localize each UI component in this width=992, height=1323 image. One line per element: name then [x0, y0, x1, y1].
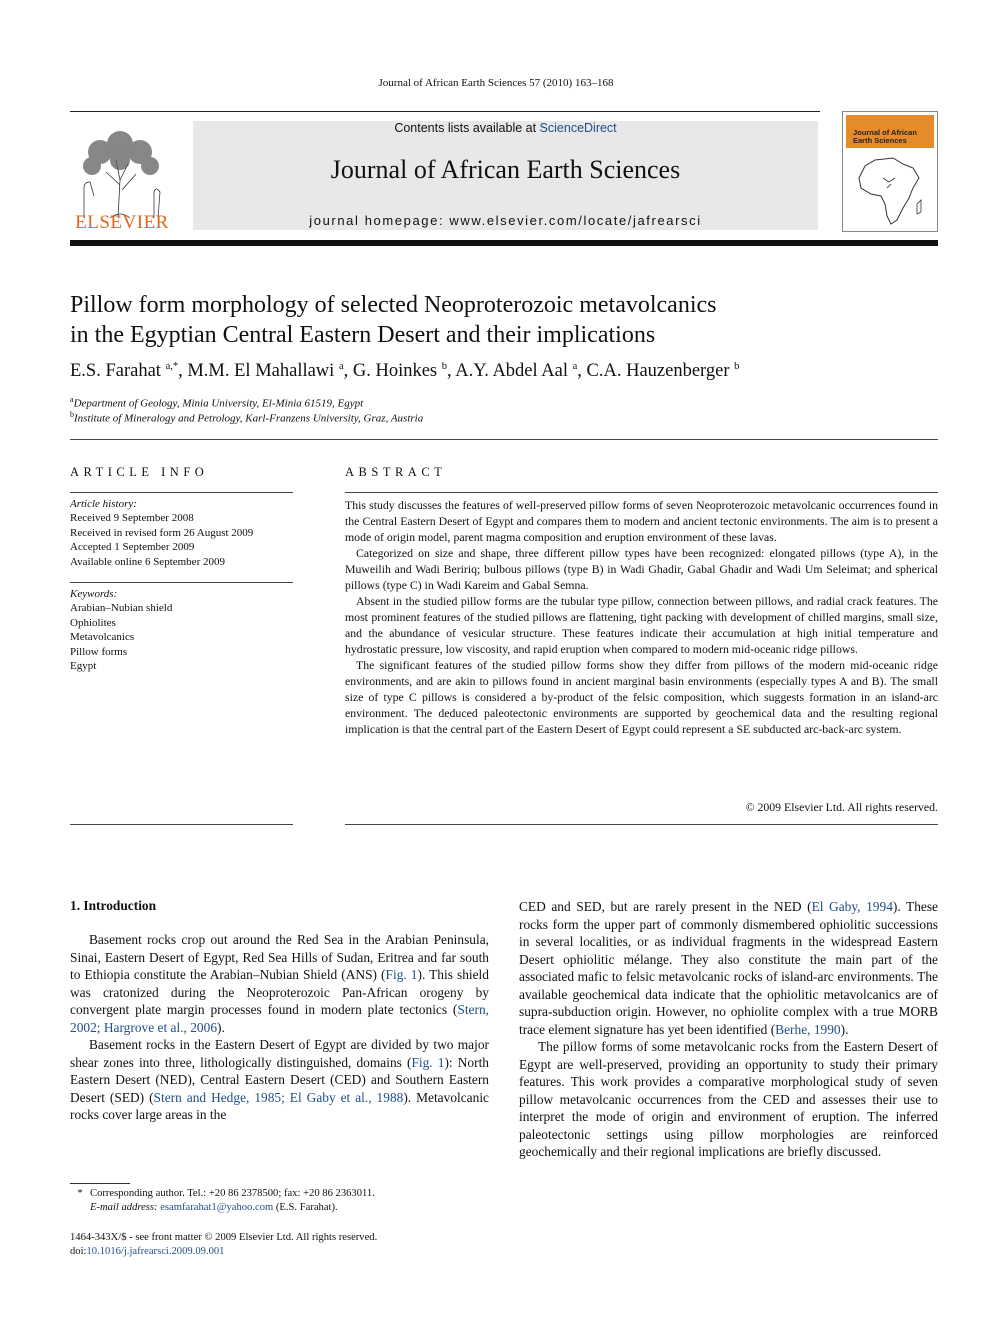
email-suffix: (E.S. Farahat).	[273, 1202, 338, 1213]
keyword-item: Egypt	[70, 660, 97, 673]
article-history	[70, 497, 293, 569]
affiliation-mark: b	[70, 410, 74, 419]
affiliation-a	[70, 395, 363, 410]
keyword-item: Pillow forms	[70, 645, 128, 658]
author[interactable]	[353, 361, 447, 381]
intro-paragraph-3: The pillow forms of some metavolcanic rocks from the Eastern Desert of Egypt are well-preserved, providing an opportunity to study their primary features. This work provides a comparative morphological study of seven pillow metavolcanic occurrences from the CED and assesses their use to interpret the mode of origin and environment of eruption. The inferred paleotectonic settings using pillow morphologies are reinforced geochemically and their regional implications are briefly discussed.	[519, 1039, 938, 1159]
intro-paragraph-2	[70, 1036, 489, 1124]
journal-name: Journal of African Earth Sciences	[330, 155, 681, 184]
keyword-item: Ophiolites	[70, 616, 116, 629]
text-run: ).	[217, 1019, 225, 1035]
text-run: ). This shield was cratonized during the Neoproterozoic Pan-African orogeny by convergent plate margin processes found in modern plate tectonics (	[70, 967, 489, 1017]
figure-link[interactable]: Fig. 1	[411, 1054, 445, 1070]
section-heading-introduction: 1. Introduction	[70, 898, 157, 913]
text-run: ). These rocks form the upper part of commonly dismembered ophiolitic successions in several localities, or as individual fragments in the widespread Eastern Desert ophiolitic mélange. They also constitute the main part of the associated mafic to felsic metavolcanic rocks of island-arc environments. The available geochemical data indicate that the ophiolitic metavolcanics are of supra-subduction origin. However, no ophiolite complex with a true MORB trace element signature has yet been identified (	[519, 899, 938, 1037]
issn-doi	[70, 1231, 377, 1259]
cover-title-line1: Journal of African	[853, 128, 917, 137]
issn-line: 1464-343X/$ - see front matter © 2009 Elsevier Ltd. All rights reserved.	[70, 1232, 378, 1243]
africa-map-icon	[853, 154, 927, 228]
keywords-label: Keywords:	[70, 588, 118, 600]
author-affil-mark: a	[572, 361, 578, 372]
corresponding-author-note	[70, 1187, 375, 1215]
abstract-heading: ABSTRACT	[345, 465, 447, 479]
author-sep: ,	[178, 361, 188, 382]
journal-cover-thumbnail	[842, 111, 938, 232]
author-affil-mark: b	[734, 361, 740, 372]
author-name: C.A. Hauzenberger	[586, 361, 730, 382]
author-name: M.M. El Mahallawi	[187, 361, 335, 382]
author-affil-mark: a	[338, 361, 344, 372]
affiliation-text: Institute of Mineralogy and Petrology, Karl-Franzens University, Graz, Austria	[74, 412, 424, 425]
article-title	[70, 290, 870, 350]
email-label: E-mail address:	[90, 1202, 158, 1213]
keyword-item: Metavolcanics	[70, 631, 135, 644]
citation-link[interactable]: Berhe, 1990	[775, 1021, 841, 1037]
author-name: E.S. Farahat	[70, 361, 161, 382]
footnote-rule	[70, 1183, 130, 1184]
cover-title	[853, 129, 917, 145]
author-list	[70, 361, 739, 382]
citation-link[interactable]: El Gaby, 1994	[811, 899, 893, 914]
history-revised: Received in revised form 26 August 2009	[70, 526, 254, 539]
keyword-item: Arabian–Nubian shield	[70, 602, 173, 615]
keywords	[70, 587, 293, 673]
article-title-line1: Pillow form morphology of selected Neoproterozoic metavolcanics	[70, 292, 717, 318]
text-run: Basement rocks crop out around the Red Sea in the Arabian Peninsula, Sinai, Eastern Desert of Egypt, Red Sea Hills of Sudan, Eritrea and far south to Ethiopia constitute the Arabian–Nubian Shield (ANS) (	[70, 932, 489, 982]
intro-paragraph-1	[70, 931, 489, 1036]
text-run: Basement rocks in the Eastern Desert of Egypt are divided by two major shear zones into three, lithologically distinguished, domains (	[70, 1037, 489, 1070]
copyright-notice: © 2009 Elsevier Ltd. All rights reserved.	[745, 800, 938, 814]
text-run: CED and SED, but are rarely present in the NED (	[519, 899, 812, 914]
journal-citation: Journal of African Earth Sciences 57 (2010) 163–168	[378, 77, 614, 89]
abstract-paragraph: Absent in the studied pillow forms are the tubular type pillow, connection between pillows, and radial crack features. The most prominent features of the studied pillows are flattening, tight packing with development of chilled margins, small size, and the abundance of vesicular structure. These features indicate their accumulation at high initial temperature and hydrostatic pressure, low viscosity, and rapid eruption when compared to modern mid-oceanic ridge pillows.	[345, 594, 938, 656]
author-name: A.Y. Abdel Aal	[455, 361, 568, 382]
figure-link[interactable]: Fig. 1	[385, 967, 418, 982]
body-column-left	[70, 931, 489, 1124]
history-label: Article history:	[70, 498, 137, 510]
sciencedirect-link[interactable]: ScienceDirect	[539, 121, 617, 135]
abstract-body	[345, 497, 938, 737]
affiliation-text: Department of Geology, Minia University, El-Minia 61519, Egypt	[73, 397, 364, 410]
abstract-rule	[345, 492, 938, 493]
keywords-rule	[70, 582, 293, 583]
article-info-bottom-rule	[70, 824, 293, 825]
text-run: ).	[840, 1021, 849, 1037]
intro-paragraph-2-cont	[519, 898, 938, 1038]
author-sep: ,	[447, 361, 456, 382]
journal-homepage[interactable]: journal homepage: www.elsevier.com/locate/jafrearsci	[309, 213, 702, 228]
asterisk-mark: *	[77, 1188, 83, 1199]
abstract-bottom-rule	[345, 824, 938, 825]
header-thick-rule	[70, 240, 938, 246]
affiliation-mark: a	[70, 395, 74, 404]
contents-line	[193, 121, 818, 135]
email-link[interactable]: esamfarahat1@yahoo.com	[160, 1202, 274, 1213]
affiliation-rule	[70, 439, 938, 440]
history-received: Received 9 September 2008	[70, 512, 194, 525]
author[interactable]	[187, 361, 343, 381]
elsevier-wordmark: ELSEVIER	[75, 212, 169, 233]
author[interactable]	[587, 361, 740, 381]
article-info-rule	[70, 492, 293, 493]
author-sep: ,	[577, 361, 587, 382]
abstract-paragraph: Categorized on size and shape, three different pillow types have been recognized: elongated pillows (type A), in the Muweilih and Wadi Beririq; bulbous pillows (type B) in Wadi Ghadir, Gabal Ghadir and Wadi Um Seleimat; and spherical pillows (type C) in Wadi Kareim and Gabal Semna.	[345, 546, 938, 592]
header-rule	[70, 111, 820, 112]
author-affil-mark: a,*	[165, 361, 179, 372]
article-info-heading: ARTICLE INFO	[70, 465, 209, 479]
citation-link[interactable]: Stern, 2002; Hargrove et al., 2006	[70, 1002, 489, 1035]
abstract-paragraph: This study discusses the features of well-preserved pillow forms of seven Neoproterozoic metavolcanic occurrences found in the Central Eastern Desert of Egypt and compares them to modern and ancient tectonic environments. The aim is to present a mode of origin model, parent magma composition and eruption environment of these lavas.	[345, 498, 938, 544]
doi-label: doi:	[70, 1246, 87, 1257]
author-name: G. Hoinkes	[352, 361, 438, 382]
author-affil-mark: b	[441, 361, 448, 372]
affiliation-b	[70, 410, 423, 425]
corresponding-text: Corresponding author. Tel.: +20 86 2378500; fax: +20 86 2363011.	[90, 1188, 375, 1199]
contents-prefix: Contents lists available at	[394, 121, 540, 135]
body-column-right	[519, 898, 938, 1161]
doi-link[interactable]: 10.1016/j.jafrearsci.2009.09.001	[86, 1246, 225, 1257]
history-online: Available online 6 September 2009	[70, 555, 225, 568]
author[interactable]	[70, 361, 178, 381]
text-run: ). Metavolcanic rocks cover large areas in the	[70, 1089, 489, 1122]
author-sep: ,	[343, 361, 353, 382]
abstract-paragraph: The significant features of the studied pillow forms show they differ from pillows of the modern mid-oceanic ridge environments, and are akin to pillows found in ancient marginal basin environments (especially types A and B). The small size of type C pillows is considered a by-product of the felsic composition, which suggests formation in an island-arc environment. The deduced paleotectonic environments are supported by geochemical data and the resulting regional implication is that the central part of the Eastern Desert of Egypt could represent a SE subducted arc-back-arc system.	[345, 658, 938, 736]
author[interactable]	[455, 361, 577, 381]
article-title-line2: in the Egyptian Central Eastern Desert and their implications	[70, 322, 656, 348]
citation-link[interactable]: Stern and Hedge, 1985; El Gaby et al., 1988	[153, 1089, 404, 1105]
history-accepted: Accepted 1 September 2009	[70, 541, 195, 554]
cover-title-line2: Earth Sciences	[853, 136, 907, 145]
text-run: ): North Eastern Desert (NED), Central Eastern Desert (CED) and Southern Eastern Desert (SED) (	[70, 1054, 489, 1105]
